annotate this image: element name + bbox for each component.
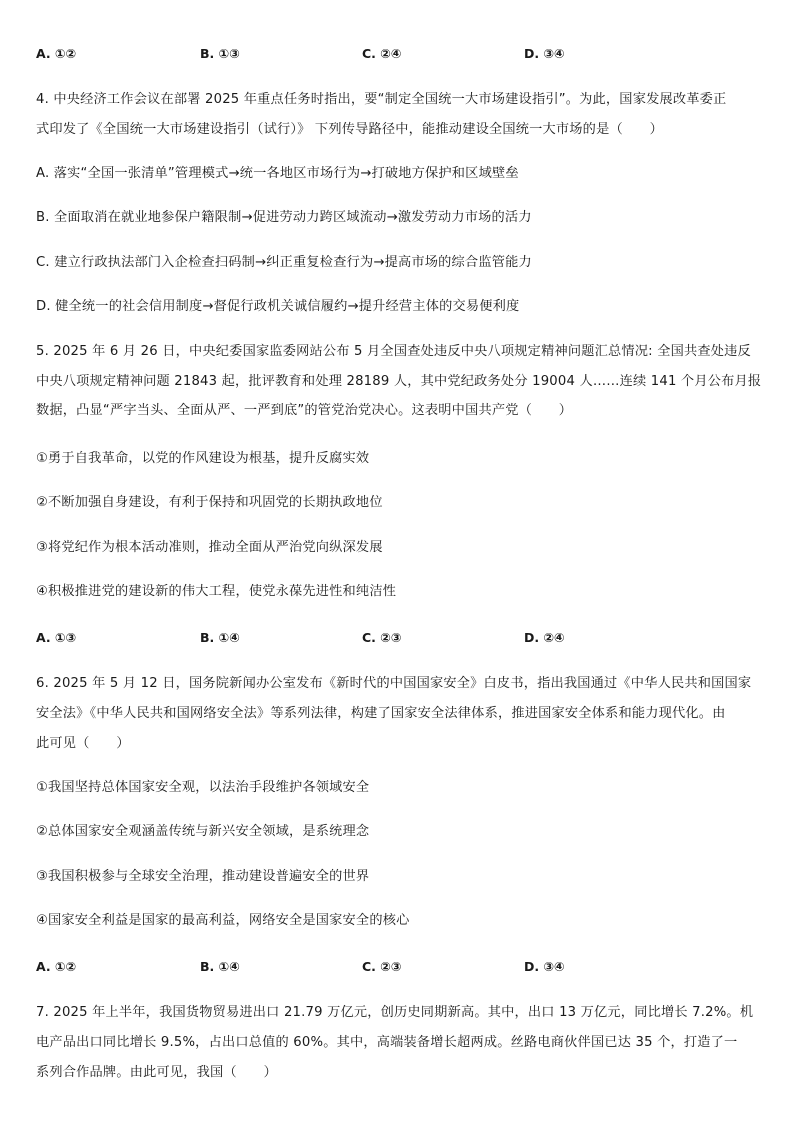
q7-stem-line-2: 电产品出口同比增长 9.5%，占出口总值的 60%。其中，高端装备增长超两成。丝路电商伙伴国已达 35 个，打造了一 — [36, 1035, 738, 1050]
q5-stem-line-2: 中央八项规定精神问题 21843 起，批评教育和处理 28189 人，其中党纪政务处分 19004 人……连续 141 个月公布月报 — [36, 374, 762, 389]
q4-choice-b: B. 全面取消在就业地参保户籍限制→促进劳动力跨区域流动→激发劳动力市场的活力 — [36, 210, 532, 225]
q5-option-c: C. ②③ — [362, 630, 402, 645]
q7-stem-line-1: 7. 2025 年上半年，我国货物贸易进出口 21.79 万亿元，创历史同期新高。其中，出口 13 万亿元，同比增长 7.2%。机 — [36, 1005, 754, 1020]
q6-option-b: B. ①④ — [200, 959, 240, 974]
q5-stem-line-3: 数据，凸显“严字当头、全面从严、一严到底”的管党治党决心。这表明中国共产党（ ） — [36, 403, 573, 418]
q6-item-4: ④国家安全利益是国家的最高利益，网络安全是国家安全的核心 — [36, 913, 410, 928]
q4-stem-line-2: 式印发了《全国统一大市场建设指引（试行）》 下列传导路径中，能推动建设全国统一大市场的是（ ） — [36, 122, 663, 137]
q5-option-b: B. ①④ — [200, 630, 240, 645]
q6-option-d: D. ③④ — [524, 959, 565, 974]
q3-option-b: B. ①③ — [200, 46, 240, 61]
q6-item-1: ①我国坚持总体国家安全观，以法治手段维护各领域安全 — [36, 780, 370, 795]
q4-choice-d: D. 健全统一的社会信用制度→督促行政机关诚信履约→提升经营主体的交易便利度 — [36, 299, 520, 314]
q6-option-a: A. ①② — [36, 959, 77, 974]
q5-item-1: ①勇于自我革命，以党的作风建设为根基，提升反腐实效 — [36, 451, 370, 466]
q3-option-d: D. ③④ — [524, 46, 565, 61]
q6-option-c: C. ②③ — [362, 959, 402, 974]
q4-choice-a: A. 落实“全国一张清单”管理模式→统一各地区市场行为→打破地方保护和区域壁垒 — [36, 166, 519, 181]
q5-item-3: ③将党纪作为根本活动准则，推动全面从严治党向纵深发展 — [36, 540, 383, 555]
q5-item-2: ②不断加强自身建设，有利于保持和巩固党的长期执政地位 — [36, 495, 383, 510]
q5-option-a: A. ①③ — [36, 630, 77, 645]
q6-stem-line-3: 此可见（ ） — [36, 736, 130, 751]
q4-stem-line-1: 4. 中央经济工作会议在部署 2025 年重点任务时指出，要“制定全国统一大市场建设指引”。为此，国家发展改革委正 — [36, 92, 727, 107]
q5-stem-line-1: 5. 2025 年 6 月 26 日，中央纪委国家监委网站公布 5 月全国查处违反中央八项规定精神问题汇总情况: 全国共查处违反 — [36, 344, 751, 359]
q4-choice-c: C. 建立行政执法部门入企检查扫码制→纠正重复检查行为→提高市场的综合监管能力 — [36, 255, 532, 270]
q7-stem-line-3: 系列合作品牌。由此可见，我国（ ） — [36, 1065, 277, 1080]
q3-option-c: C. ②④ — [362, 46, 402, 61]
q6-item-2: ②总体国家安全观涵盖传统与新兴安全领域，是系统理念 — [36, 824, 370, 839]
q5-item-4: ④积极推进党的建设新的伟大工程，使党永葆先进性和纯洁性 — [36, 584, 397, 599]
q5-option-d: D. ②④ — [524, 630, 565, 645]
q6-stem-line-1: 6. 2025 年 5 月 12 日，国务院新闻办公室发布《新时代的中国国家安全》白皮书，指出我国通过《中华人民共和国国家 — [36, 676, 752, 691]
q6-stem-line-2: 安全法》《中华人民共和国网络安全法》等系列法律，构建了国家安全法律体系，推进国家安全体系和能力现代化。由 — [36, 706, 726, 721]
q6-item-3: ③我国积极参与全球安全治理，推动建设普遍安全的世界 — [36, 869, 370, 884]
q3-option-a: A. ①② — [36, 46, 77, 61]
